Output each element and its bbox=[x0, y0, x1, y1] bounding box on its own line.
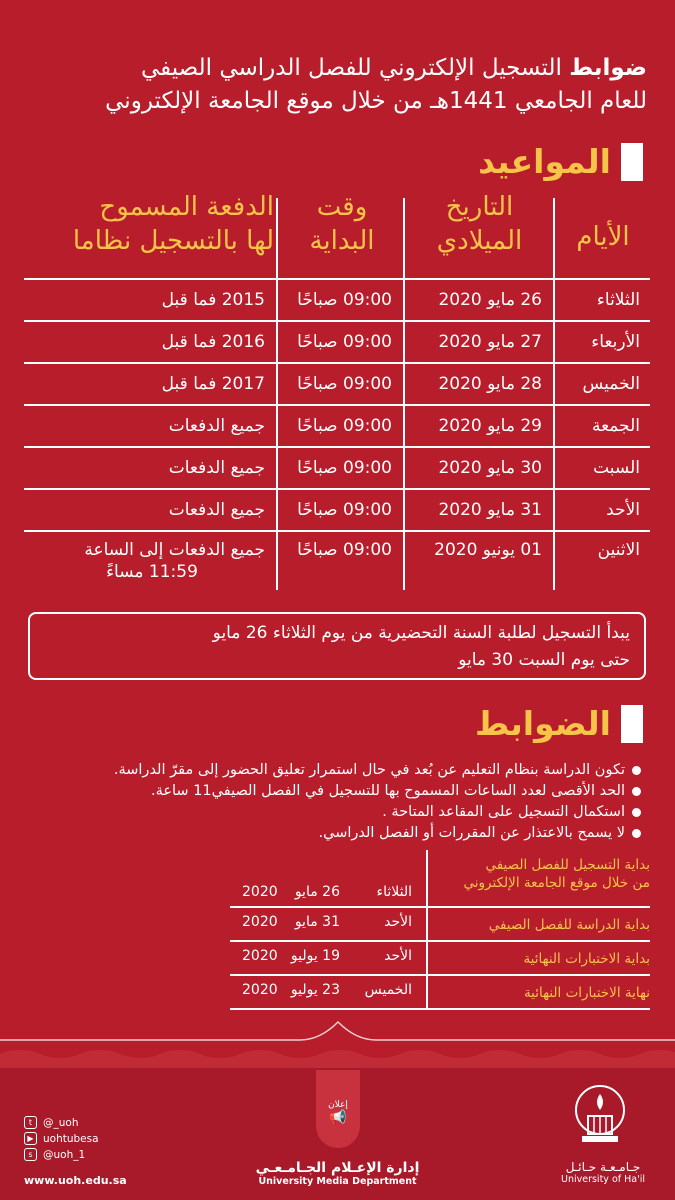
cell-date: 29 مايو 2020 bbox=[438, 416, 542, 436]
cell-day: الأحد bbox=[606, 500, 640, 520]
schedule-row-line bbox=[230, 974, 650, 976]
snapchat-icon: s bbox=[24, 1148, 37, 1161]
social-youtube[interactable] bbox=[24, 1132, 99, 1145]
twitter-icon: t bbox=[24, 1116, 37, 1129]
university-name-en: University of Ha'il bbox=[561, 1174, 645, 1185]
social-handle: @uoh_1 bbox=[43, 1148, 86, 1161]
cell-batch: جميع الدفعات bbox=[168, 500, 265, 520]
row-divider bbox=[24, 530, 650, 532]
heading-bar bbox=[621, 705, 643, 743]
row-divider bbox=[24, 362, 650, 364]
cell-day: الأربعاء bbox=[591, 332, 640, 352]
cell-time: 09:00 صباحًا bbox=[297, 290, 392, 310]
cell-batch: 2017 فما قبل bbox=[161, 374, 265, 394]
title-bold: ضوابط bbox=[569, 55, 647, 81]
schedule-day: الأحد bbox=[384, 914, 412, 930]
schedule-daymonth: 26 مايو bbox=[294, 884, 340, 900]
cell-batch: 2015 فما قبل bbox=[161, 290, 265, 310]
note-line2: حتى يوم السبت 30 مايو bbox=[458, 650, 630, 670]
schedule-row-line bbox=[230, 940, 650, 942]
rule-item: استكمال التسجيل على المقاعد المتاحة . bbox=[31, 802, 641, 823]
header-batch-line1: الدفعة المسموح bbox=[99, 192, 274, 222]
schedule-label-line: من خلال موقع الجامعة الإلكتروني bbox=[463, 875, 650, 891]
schedule-label-line: بداية الاختبارات النهائية bbox=[523, 951, 650, 967]
announcement-label: إعلان bbox=[328, 1100, 348, 1110]
note-line1: يبدأ التسجيل لطلبة السنة التحضيرية من يوم الثلاثاء 26 مايو bbox=[212, 623, 630, 643]
row-divider bbox=[24, 404, 650, 406]
schedule-label bbox=[432, 950, 650, 968]
cell-time: 09:00 صباحًا bbox=[297, 416, 392, 436]
schedule-year: 2020 bbox=[242, 914, 278, 930]
cell-batch: 2016 فما قبل bbox=[161, 332, 265, 352]
row-divider bbox=[24, 320, 650, 322]
rules-section-heading bbox=[475, 704, 643, 743]
rules-heading-text: الضوابط bbox=[475, 704, 611, 743]
rule-item: تكون الدراسة بنظام التعليم عن بُعد في حال استمرار تعليق الحضور إلى مقرّ الدراسة. bbox=[31, 760, 641, 781]
header-time bbox=[282, 190, 402, 258]
row-divider bbox=[24, 446, 650, 448]
social-handle: uohtubesa bbox=[43, 1132, 99, 1145]
cell-day: الثلاثاء bbox=[596, 290, 640, 310]
schedule-divider bbox=[426, 850, 428, 1008]
schedule-daymonth: 31 مايو bbox=[294, 914, 340, 930]
title-line2: للعام الجامعي 1441هـ من خلال موقع الجامعة الإلكتروني bbox=[105, 88, 647, 114]
cell-time: 09:00 صباحًا bbox=[297, 332, 392, 352]
schedule-day: الأحد bbox=[384, 948, 412, 964]
schedule-label bbox=[432, 984, 650, 1002]
university-name-ar: جـامـعـة حـائـل bbox=[565, 1160, 641, 1174]
dates-section-heading bbox=[478, 142, 643, 181]
cell-date: 26 مايو 2020 bbox=[438, 290, 542, 310]
cell-time: 09:00 صباحًا bbox=[297, 540, 392, 560]
cell-day: السبت bbox=[593, 458, 640, 478]
dates-heading-text: المواعيد bbox=[478, 142, 611, 181]
schedule-daymonth: 23 يوليو bbox=[290, 982, 340, 998]
social-handle: @_uoh bbox=[43, 1116, 79, 1129]
dates-table bbox=[24, 190, 650, 590]
website-link[interactable]: www.uoh.edu.sa bbox=[24, 1174, 127, 1187]
cell-batch: جميع الدفعات إلى الساعة bbox=[84, 540, 265, 560]
page-title bbox=[27, 52, 647, 118]
media-department-ar: إدارة الإعـلام الجـامـعـي bbox=[255, 1160, 420, 1176]
schedule-day: الثلاثاء bbox=[376, 884, 412, 900]
social-twitter[interactable] bbox=[24, 1116, 78, 1129]
cell-batch: جميع الدفعات bbox=[168, 458, 265, 478]
header-batch-line2: لها بالتسجيل نظاما bbox=[72, 226, 274, 256]
header-day: الأيام bbox=[576, 222, 630, 252]
cell-day: الجمعة bbox=[591, 416, 640, 436]
cell-batch: جميع الدفعات bbox=[168, 416, 265, 436]
rule-item: لا يسمح بالاعتذار عن المقررات أو الفصل الدراسي. bbox=[31, 823, 641, 844]
schedule-label bbox=[432, 916, 650, 934]
key-dates-schedule bbox=[210, 850, 650, 1015]
social-snapchat[interactable] bbox=[24, 1148, 85, 1161]
header-batch bbox=[24, 190, 274, 258]
schedule-day: الخميس bbox=[364, 982, 412, 998]
schedule-label-line: بداية الدراسة للفصل الصيفي bbox=[488, 917, 650, 933]
schedule-label bbox=[432, 856, 650, 892]
rules-list bbox=[31, 760, 641, 844]
cell-batch-line2: 11:59 مساءً bbox=[106, 562, 198, 582]
megaphone-icon: 📢 bbox=[329, 1110, 347, 1126]
header-date bbox=[407, 190, 552, 258]
schedule-label-line: بداية التسجيل للفصل الصيفي bbox=[485, 857, 650, 873]
cell-time: 09:00 صباحًا bbox=[297, 500, 392, 520]
schedule-year: 2020 bbox=[242, 982, 278, 998]
row-divider bbox=[24, 278, 650, 280]
schedule-label-line: نهاية الاختبارات النهائية bbox=[523, 985, 650, 1001]
schedule-daymonth: 19 يوليو bbox=[290, 948, 340, 964]
schedule-year: 2020 bbox=[242, 948, 278, 964]
schedule-year: 2020 bbox=[242, 884, 278, 900]
rule-item: الحد الأقصى لعدد الساعات المسموح بها للتسجيل في الفصل الصيفي11 ساعة. bbox=[31, 781, 641, 802]
prep-year-note bbox=[28, 612, 646, 680]
heading-bar bbox=[621, 143, 643, 181]
header-date-line1: التاريخ bbox=[445, 192, 514, 222]
cell-date: 31 مايو 2020 bbox=[438, 500, 542, 520]
footer-decoration bbox=[0, 1010, 675, 1070]
cell-day: الاثنين bbox=[597, 540, 640, 560]
cell-time: 09:00 صباحًا bbox=[297, 374, 392, 394]
header-time-line1: وقت bbox=[316, 192, 368, 222]
header-date-line2: الميلادي bbox=[436, 226, 523, 256]
announcement-tab bbox=[316, 1070, 360, 1148]
row-divider bbox=[24, 488, 650, 490]
cell-time: 09:00 صباحًا bbox=[297, 458, 392, 478]
cell-date: 27 مايو 2020 bbox=[438, 332, 542, 352]
youtube-icon: ▶ bbox=[24, 1132, 37, 1145]
schedule-row-line bbox=[230, 906, 650, 908]
title-line1: التسجيل الإلكتروني للفصل الدراسي الصيفي bbox=[140, 55, 570, 81]
cell-date: 01 يونيو 2020 bbox=[434, 540, 542, 560]
header-time-line2: البداية bbox=[309, 226, 375, 256]
cell-date: 30 مايو 2020 bbox=[438, 458, 542, 478]
cell-date: 28 مايو 2020 bbox=[438, 374, 542, 394]
media-department-en: University Media Department bbox=[258, 1176, 417, 1187]
university-logo bbox=[570, 1080, 630, 1160]
cell-day: الخميس bbox=[582, 374, 640, 394]
